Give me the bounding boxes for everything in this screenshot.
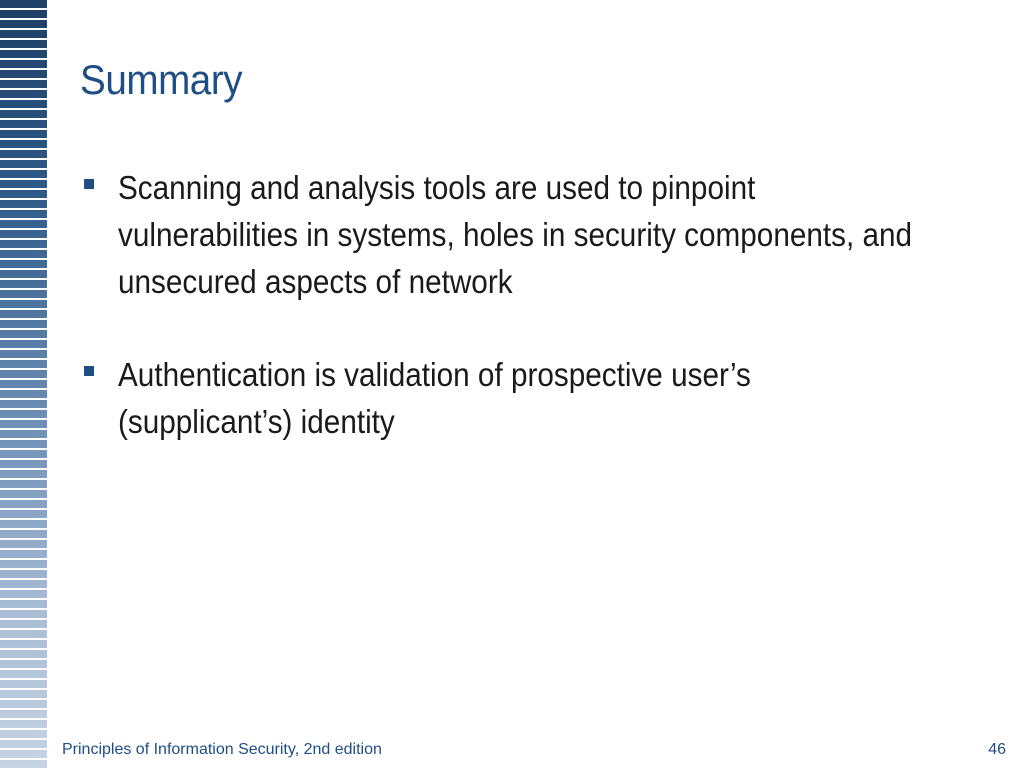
bullet-item	[84, 351, 964, 445]
square-bullet-icon	[84, 179, 94, 189]
slide-title: Summary	[80, 56, 243, 103]
page-number: 46	[988, 741, 1006, 758]
bullet-text: Scanning and analysis tools are used to pinpoint vulnerabilities in systems, holes in security components, and unsecured aspects of network	[118, 169, 913, 300]
sidebar-gap	[47, 0, 53, 768]
bullet-list	[84, 164, 964, 491]
square-bullet-icon	[84, 366, 94, 376]
decorative-striped-sidebar	[0, 0, 47, 768]
bullet-item	[84, 164, 964, 305]
bullet-text: Authentication is validation of prospective user’s (supplicant’s) identity	[118, 356, 751, 440]
footer-text: Principles of Information Security, 2nd edition	[62, 741, 382, 758]
